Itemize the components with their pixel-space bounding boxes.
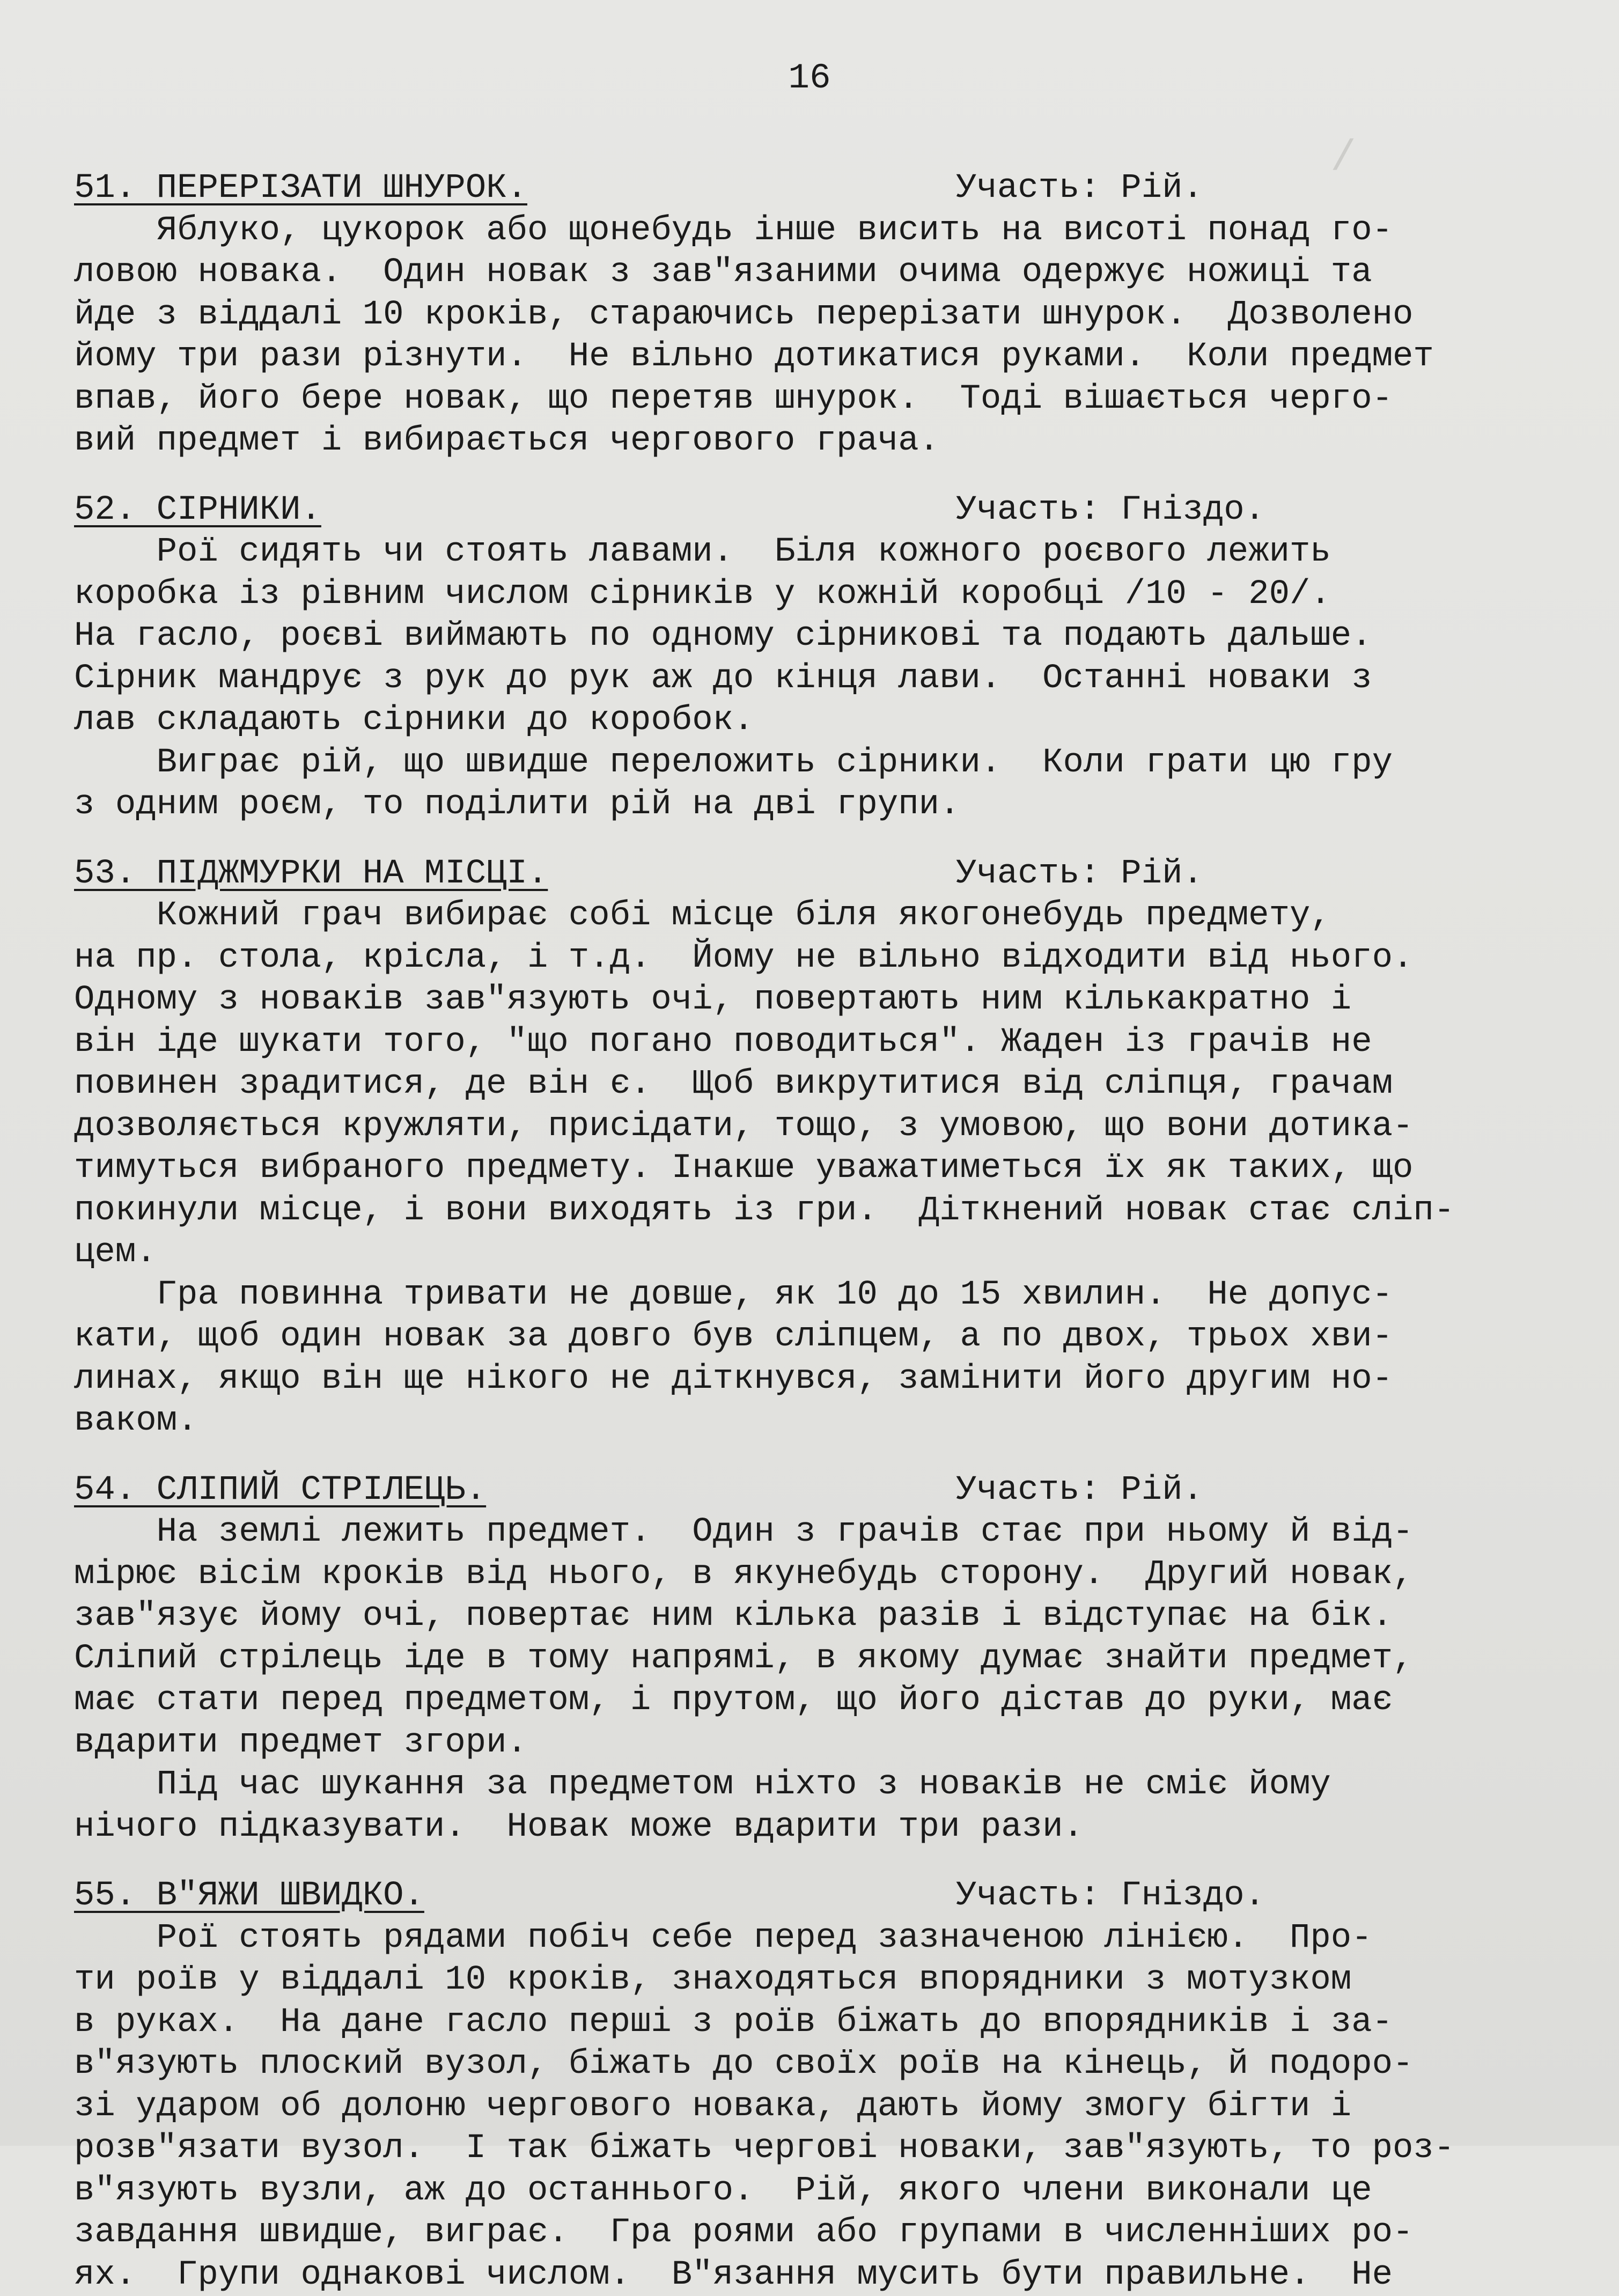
game-section bbox=[74, 1875, 1555, 2296]
section-title: 53. ПІДЖМУРКИ НА МІСЦІ. bbox=[74, 855, 548, 893]
section-heading bbox=[74, 1875, 1555, 1917]
text-line: цем. bbox=[74, 1232, 1555, 1274]
text-line: Виграє рій, що швидше переложить сірники. Коли грати цю гру bbox=[74, 742, 1555, 784]
text-line: зав"язує йому очі, повертає ним кілька разів і відступає на бік. bbox=[74, 1595, 1555, 1638]
text-line: Під час шукання за предметом ніхто з новаків не сміє йому bbox=[74, 1764, 1555, 1806]
text-line: в руках. На дане гасло перші з роїв біжать до впорядників і за- bbox=[74, 2001, 1555, 2044]
text-line: На гасло, роєві виймають по одному сірникові та подають дальше. bbox=[74, 615, 1555, 658]
text-line: дозволяється кружляти, присідати, тощо, з умовою, що вони дотика- bbox=[74, 1106, 1555, 1148]
text-line: покинули місце, і вони виходять із гри. Діткнений новак стає сліп- bbox=[74, 1190, 1555, 1232]
section-title: 52. СІРНИКИ. bbox=[74, 491, 321, 529]
text-line: мірює вісім кроків від нього, в якунебудь сторону. Другий новак, bbox=[74, 1554, 1555, 1596]
text-line: нічого підказувати. Новак може вдарити три рази. bbox=[74, 1806, 1555, 1849]
section-heading bbox=[74, 1469, 1555, 1512]
text-line: він іде шукати того, "що погано поводиться". Жаден із грачів не bbox=[74, 1021, 1555, 1064]
text-line: йому три рази різнути. Не вільно дотикатися руками. Коли предмет bbox=[74, 336, 1555, 378]
text-line: зі ударом об долоню чергового новака, дають йому змогу бігти і bbox=[74, 2086, 1555, 2128]
text-line: Кожний грач вибирає собі місце біля якогонебудь предмету, bbox=[74, 895, 1555, 937]
text-line: кати, щоб один новак за довго був сліпцем, а по двох, трьох хви- bbox=[74, 1316, 1555, 1358]
page-number: 16 bbox=[0, 58, 1619, 98]
section-heading bbox=[74, 853, 1555, 895]
text-line: Сліпий стрілець іде в тому напрямі, в якому думає знайти предмет, bbox=[74, 1638, 1555, 1680]
game-section bbox=[74, 853, 1555, 1443]
participation-label: Участь: Гніздо. bbox=[956, 489, 1265, 532]
text-line: має стати перед предметом, і прутом, що його дістав до руки, має bbox=[74, 1680, 1555, 1722]
participation-label: Участь: Рій. bbox=[956, 167, 1203, 210]
text-line: Рої сидять чи стоять лавами. Біля кожного роєвого лежить bbox=[74, 531, 1555, 573]
text-line: Сірник мандрує з рук до рук аж до кінця лави. Останні новаки з bbox=[74, 658, 1555, 700]
section-heading bbox=[74, 489, 1555, 532]
text-line: На землі лежить предмет. Один з грачів стає при ньому й від- bbox=[74, 1511, 1555, 1554]
text-line: в"язують плоский вузол, біжать до своїх роїв на кінець, й подоро- bbox=[74, 2043, 1555, 2086]
text-line: завдання швидше, виграє. Гра роями або групами в численніших ро- bbox=[74, 2212, 1555, 2254]
text-line: йде з віддалі 10 кроків, стараючись перерізати шнурок. Дозволено bbox=[74, 294, 1555, 336]
text-line: Рої стоять рядами побіч себе перед зазначеною лінією. Про- bbox=[74, 1917, 1555, 1960]
text-line: впав, його бере новак, що перетяв шнурок. Тоді вішається черго- bbox=[74, 378, 1555, 421]
section-title: 55. В"ЯЖИ ШВИДКО. bbox=[74, 1876, 424, 1915]
text-line: ти роїв у віддалі 10 кроків, знаходяться впорядники з мотузком bbox=[74, 1959, 1555, 2001]
text-line: ваком. bbox=[74, 1400, 1555, 1443]
text-line: лав складають сірники до коробок. bbox=[74, 700, 1555, 742]
text-line: линах, якщо він ще нікого не діткнувся, замінити його другим но- bbox=[74, 1358, 1555, 1401]
participation-label: Участь: Гніздо. bbox=[956, 1875, 1265, 1917]
text-line: в"язують вузли, аж до останнього. Рій, якого члени виконали це bbox=[74, 2170, 1555, 2212]
participation-label: Участь: Рій. bbox=[956, 1469, 1203, 1512]
game-section bbox=[74, 489, 1555, 826]
text-line: тимуться вибраного предмету. Інакше уважатиметься їх як таких, що bbox=[74, 1147, 1555, 1190]
participation-label: Участь: Рій. bbox=[956, 853, 1203, 895]
section-title: 54. СЛІПИЙ СТРІЛЕЦЬ. bbox=[74, 1471, 486, 1510]
text-line: на пр. стола, крісла, і т.д. Йому не вільно відходити від нього. bbox=[74, 937, 1555, 980]
text-line: Одному з новаків зав"язують очі, повертають ним кількакратно і bbox=[74, 979, 1555, 1021]
text-line: ловою новака. Один новак з зав"язаними очима одержує ножиці та bbox=[74, 252, 1555, 294]
text-line: вдарити предмет згори. bbox=[74, 1722, 1555, 1764]
text-line: коробка із рівним числом сірників у кожній коробці /10 - 20/. bbox=[74, 573, 1555, 616]
text-line: вий предмет і вибирається чергового грача. bbox=[74, 420, 1555, 462]
text-line: ях. Групи однакові числом. В"язання мусить бути правильне. Не bbox=[74, 2254, 1555, 2296]
document-body bbox=[74, 167, 1555, 2296]
text-line: Яблуко, цукорок або щонебудь інше висить на висоті понад го- bbox=[74, 210, 1555, 252]
bleed-through-text: / bbox=[1330, 134, 1356, 183]
section-gap bbox=[74, 462, 1555, 489]
text-line: з одним роєм, то поділити рій на дві групи. bbox=[74, 784, 1555, 826]
text-line: розв"язати вузол. І так біжать чергові новаки, зав"язують, то роз- bbox=[74, 2128, 1555, 2170]
section-title: 51. ПЕРЕРІЗАТИ ШНУРОК. bbox=[74, 169, 527, 208]
section-gap bbox=[74, 1443, 1555, 1469]
section-gap bbox=[74, 826, 1555, 853]
section-heading bbox=[74, 167, 1555, 210]
game-section bbox=[74, 167, 1555, 462]
text-line: повинен зрадитися, де він є. Щоб викрутитися від сліпця, грачам bbox=[74, 1063, 1555, 1106]
section-gap bbox=[74, 1848, 1555, 1875]
game-section bbox=[74, 1469, 1555, 1849]
text-line: Гра повинна тривати не довше, як 10 до 15 хвилин. Не допус- bbox=[74, 1274, 1555, 1316]
